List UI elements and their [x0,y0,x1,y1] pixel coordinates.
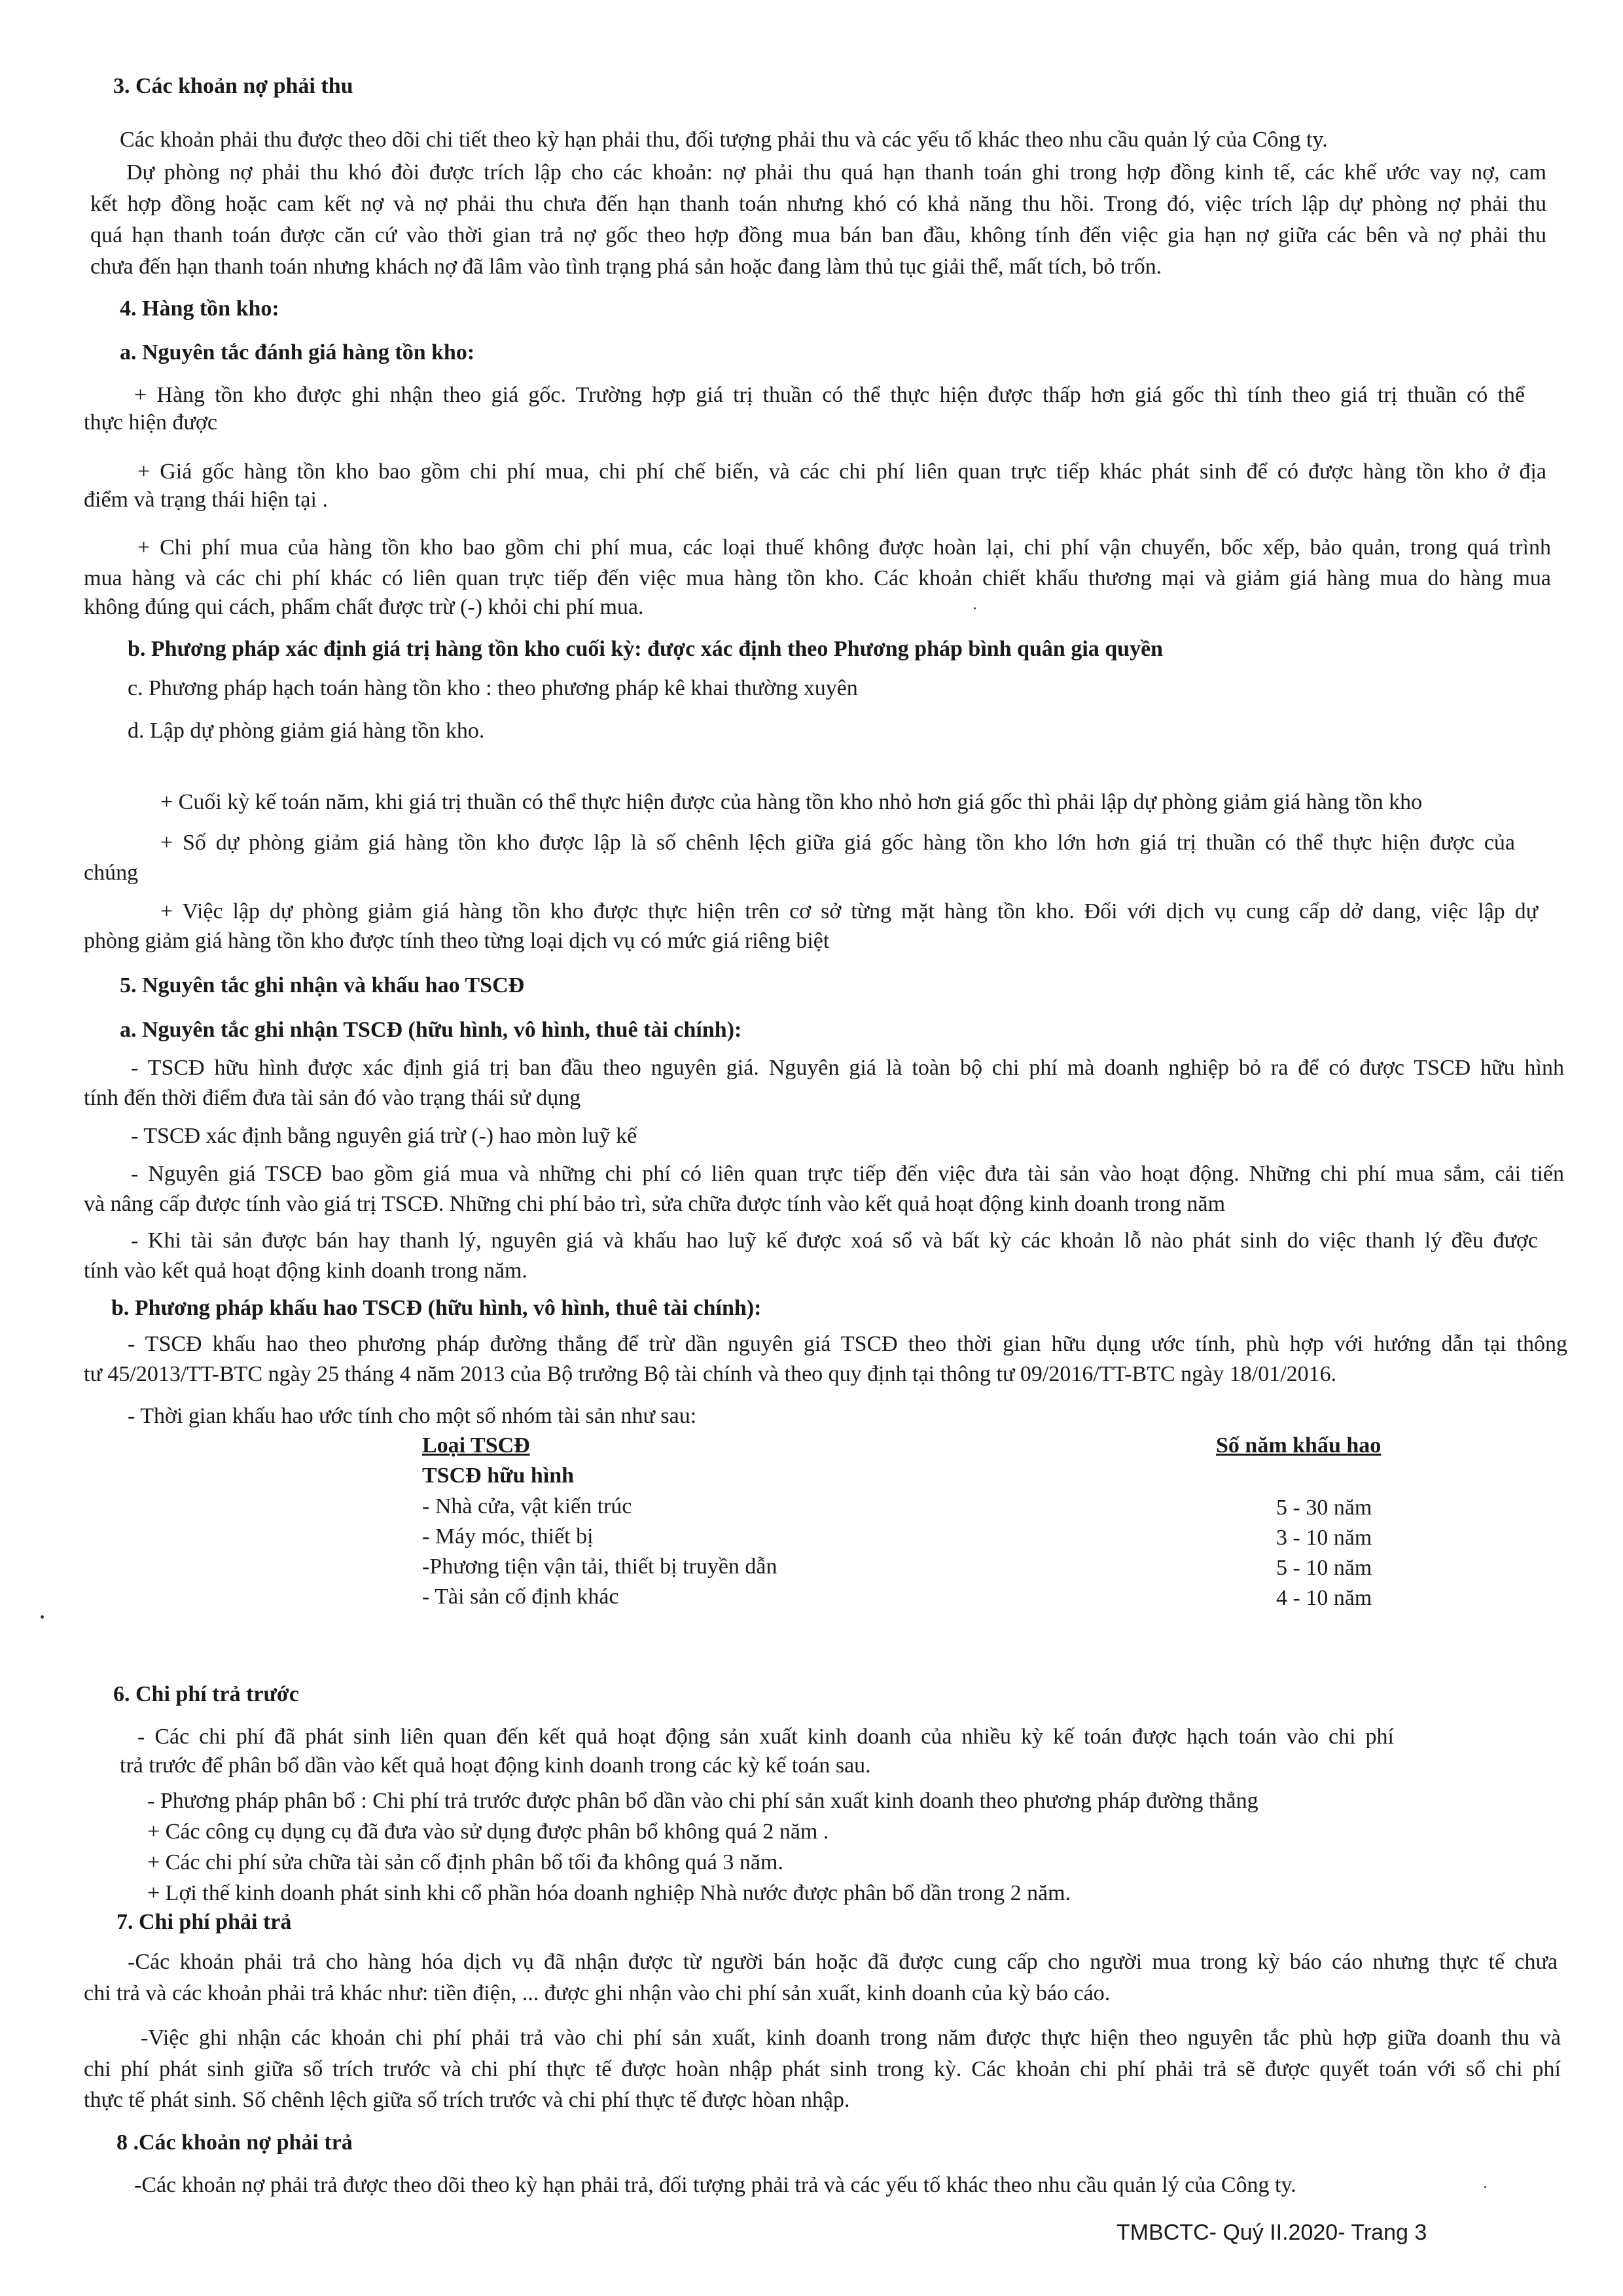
scan-speck [41,1615,44,1619]
fixed-asset-paragraph-line: - Nguyên giá TSCĐ bao gồm giá mua và những chi phí có liên quan trực tiếp đến việc đưa tài sản vào hoạt động. Những chi phí mua sắm, cải tiến [131,1162,1564,1186]
section-4a-heading: a. Nguyên tắc đánh giá hàng tồn kho: [120,340,475,365]
inventory-paragraph-line: điểm và trạng thái hiện tại . [84,488,328,512]
inventory-paragraph-line: thực hiện được [84,410,217,435]
table-header-asset-type: Loại TSCĐ [422,1433,530,1458]
provision-paragraph-line: + Việc lập dự phòng giảm giá hàng tồn kho được thực hiện trên cơ sở từng mặt hàng tồn kho. Đối với dịch vụ cung cấp dở dang, việc lập dự [160,899,1538,924]
depreciation-paragraph-line: - TSCĐ khấu hao theo phương pháp đường thẳng để trừ dần nguyên giá TSCĐ theo thời gian hữu dụng ước tính, phù hợp với hướng dẫn tại thông [128,1332,1567,1356]
section-4b-heading: b. Phương pháp xác định giá trị hàng tồn kho cuối kỳ: được xác định theo Phương pháp bình quân gia quyền [128,637,1164,661]
scan-speck [974,607,976,609]
accrued-paragraph-line: chi trả và các khoản phải trả khác như: tiền điện, ... được ghi nhận vào chi phí sản xuất, kinh doanh của kỳ báo cáo. [84,1981,1111,2005]
table-row-asset: - Tài sản cố định khác [422,1585,619,1609]
fixed-asset-paragraph-line: và nâng cấp được tính vào giá trị TSCĐ. Những chi phí bảo trì, sửa chữa được tính vào kết quả hoạt động kinh doanh trong năm [84,1192,1226,1216]
prepaid-paragraph-line: - Các chi phí đã phát sinh liên quan đến kết quả hoạt động sản xuất kinh doanh của nhiều kỳ kế toán được hạch toán vào chi phí [137,1725,1394,1749]
section-3-paragraph-2-line: kết hợp đồng hoặc cam kết nợ và nợ phải thu chưa đến hạn thanh toán nhưng khó có khả năng thu hồi. Trong đó, việc trích lập dự phòng nợ phải thu [90,192,1546,216]
provision-paragraph-line: chúng [84,861,139,885]
inventory-paragraph-line: + Giá gốc hàng tồn kho bao gồm chi phí mua, chi phí chế biến, và các chi phí liên quan trực tiếp khác phát sinh để có được hàng tồn kho ở địa [137,459,1546,484]
section-5-heading: 5. Nguyên tắc ghi nhận và khấu hao TSCĐ [120,973,525,997]
prepaid-paragraph-line: - Phương pháp phân bổ : Chi phí trả trước được phân bổ dần vào chi phí sản xuất kinh doanh theo phương pháp đường thẳng [147,1789,1258,1813]
section-3-paragraph-1: Các khoản phải thu được theo dõi chi tiết theo kỳ hạn phải thu, đối tượng phải thu và các yếu tố khác theo nhu cầu quản lý của Công ty. [120,128,1328,152]
section-4-heading: 4. Hàng tồn kho: [120,296,279,321]
table-row-years: 3 - 10 năm [1276,1526,1372,1550]
prepaid-paragraph-line: + Các công cụ dụng cụ đã đưa vào sử dụng được phân bổ không quá 2 năm . [147,1820,829,1844]
scan-speck [1484,2186,1486,2188]
fixed-asset-paragraph-line: tính đến thời điểm đưa tài sản đó vào trạng thái sử dụng [84,1086,581,1110]
section-5a-heading: a. Nguyên tắc ghi nhận TSCĐ (hữu hình, vô hình, thuê tài chính): [120,1018,742,1042]
provision-paragraph-line: phòng giảm giá hàng tồn kho được tính theo từng loại dịch vụ có mức giá riêng biệt [84,929,830,953]
payables-paragraph: -Các khoản nợ phải trả được theo dõi theo kỳ hạn phải trả, đối tượng phải trả và các yếu tố khác theo nhu cầu quản lý của Công ty. [134,2173,1296,2197]
table-row-years: 5 - 10 năm [1276,1556,1372,1580]
table-row-years: 5 - 30 năm [1276,1496,1372,1520]
inventory-paragraph-line: + Chi phí mua của hàng tồn kho bao gồm chi phí mua, các loại thuế không được hoàn lại, chi phí vận chuyển, bốc xếp, bảo quản, trong quá trình [137,535,1551,560]
section-4d-heading: d. Lập dự phòng giảm giá hàng tồn kho. [128,719,485,743]
section-3-paragraph-2-line: Dự phòng nợ phải thu khó đòi được trích lập cho các khoản: nợ phải thu quá hạn thanh toán ghi trong hợp đồng kinh tế, các khế ước vay nợ, cam [126,160,1546,185]
section-6-heading: 6. Chi phí trả trước [113,1682,299,1706]
table-row-asset: - Máy móc, thiết bị [422,1524,594,1549]
accrued-paragraph-line: thực tế phát sinh. Số chênh lệch giữa số trích trước và chi phí thực tế được hòan nhập. [84,2088,850,2112]
accrued-paragraph-line: -Các khoản phải trả cho hàng hóa dịch vụ đã nhận được từ người bán hoặc đã được cung cấp cho người mua trong kỳ báo cáo nhưng thực tế chưa [128,1950,1558,1974]
fixed-asset-paragraph-line: - TSCĐ xác định bằng nguyên giá trừ (-) hao mòn luỹ kế [131,1124,637,1148]
table-row-asset: -Phương tiện vận tải, thiết bị truyền dẫn [422,1554,777,1579]
prepaid-paragraph-line: + Lợi thế kinh doanh phát sinh khi cổ phần hóa doanh nghiệp Nhà nước được phân bổ dần trong 2 năm. [147,1881,1071,1905]
section-8-heading: 8 .Các khoản nợ phải trả [116,2130,353,2155]
inventory-paragraph-line: không đúng qui cách, phẩm chất được trừ (-) khỏi chi phí mua. [84,595,644,619]
depreciation-paragraph-line: - Thời gian khấu hao ước tính cho một số nhóm tài sản như sau: [128,1404,697,1428]
fixed-asset-paragraph-line: - Khi tài sản được bán hay thanh lý, nguyên giá và khấu hao luỹ kế được xoá sổ và bất kỳ các khoản lỗ nào phát sinh do việc thanh lý đều được [131,1229,1538,1253]
provision-paragraph-line: + Số dự phòng giảm giá hàng tồn kho được lập là số chênh lệch giữa giá gốc hàng tồn kho lớn hơn giá trị thuần có thể thực hiện được của [160,831,1515,855]
section-3-heading: 3. Các khoản nợ phải thu [113,74,353,98]
fixed-asset-paragraph-line: - TSCĐ hữu hình được xác định giá trị ban đầu theo nguyên giá. Nguyên giá là toàn bộ chi phí mà doanh nghiệp bỏ ra để có được TSCĐ hữu hình [131,1056,1564,1080]
accrued-paragraph-line: -Việc ghi nhận các khoản chi phí phải trả vào chi phí sản xuất, kinh doanh trong năm được thực hiện theo nguyên tắc phù hợp giữa doanh thu và [141,2026,1561,2050]
fixed-asset-paragraph-line: tính vào kết quả hoạt động kinh doanh trong năm. [84,1259,527,1283]
accrued-paragraph-line: chi phí phát sinh giữa số trích trước và chi phí thực tế được hoàn nhập phát sinh trong kỳ. Các khoản chi phí phải trả sẽ được quyết toán với số chi phí [84,2057,1561,2081]
table-header-years: Số năm khấu hao [1216,1433,1382,1458]
table-row-asset: - Nhà cửa, vật kiến trúc [422,1494,632,1518]
inventory-paragraph-line: mua hàng và các chi phí khác có liên quan trực tiếp đến việc mua hàng tồn kho. Các khoản chiết khấu thương mại và giảm giá hàng mua do hàng mua [84,566,1551,590]
inventory-paragraph-line: + Hàng tồn kho được ghi nhận theo giá gốc. Trường hợp giá trị thuần có thể thực hiện được thấp hơn giá gốc thì tính theo giá trị thuần có thể [134,383,1525,407]
table-group-label: TSCĐ hữu hình [422,1463,575,1488]
provision-paragraph-line: + Cuối kỳ kế toán năm, khi giá trị thuần có thể thực hiện được của hàng tồn kho nhỏ hơn giá gốc thì phải lập dự phòng giảm giá hàng tồn kho [160,790,1423,814]
prepaid-paragraph-line: trả trước để phân bổ dần vào kết quả hoạt động kinh doanh trong các kỳ kế toán sau. [120,1753,871,1778]
prepaid-paragraph-line: + Các chi phí sửa chữa tài sản cố định phân bổ tối đa không quá 3 năm. [147,1850,783,1874]
section-5b-heading: b. Phương pháp khấu hao TSCĐ (hữu hình, vô hình, thuê tài chính): [111,1296,762,1320]
page-footer: TMBCTC- Quý II.2020- Trang 3 [1116,2220,1427,2245]
section-3-paragraph-2-line: chưa đến hạn thanh toán nhưng khách nợ đã lâm vào tình trạng phá sản hoặc đang làm thủ tục giải thể, mất tích, bỏ trốn. [90,255,1162,279]
section-3-paragraph-2-line: quá hạn thanh toán được căn cứ vào thời gian trả nợ gốc theo hợp đồng mua bán ban đầu, không tính đến việc gia hạn nợ giữa các bên và nợ phải thu [90,223,1546,247]
section-7-heading: 7. Chi phí phải trả [116,1910,292,1934]
table-row-years: 4 - 10 năm [1276,1586,1372,1610]
depreciation-paragraph-line: tư 45/2013/TT-BTC ngày 25 tháng 4 năm 2013 của Bộ trưởng Bộ tài chính và theo quy định tại thông tư 09/2016/TT-BTC ngày 18/01/2016. [84,1362,1337,1386]
section-4c-line: c. Phương pháp hạch toán hàng tồn kho : theo phương pháp kê khai thường xuyên [128,676,858,700]
